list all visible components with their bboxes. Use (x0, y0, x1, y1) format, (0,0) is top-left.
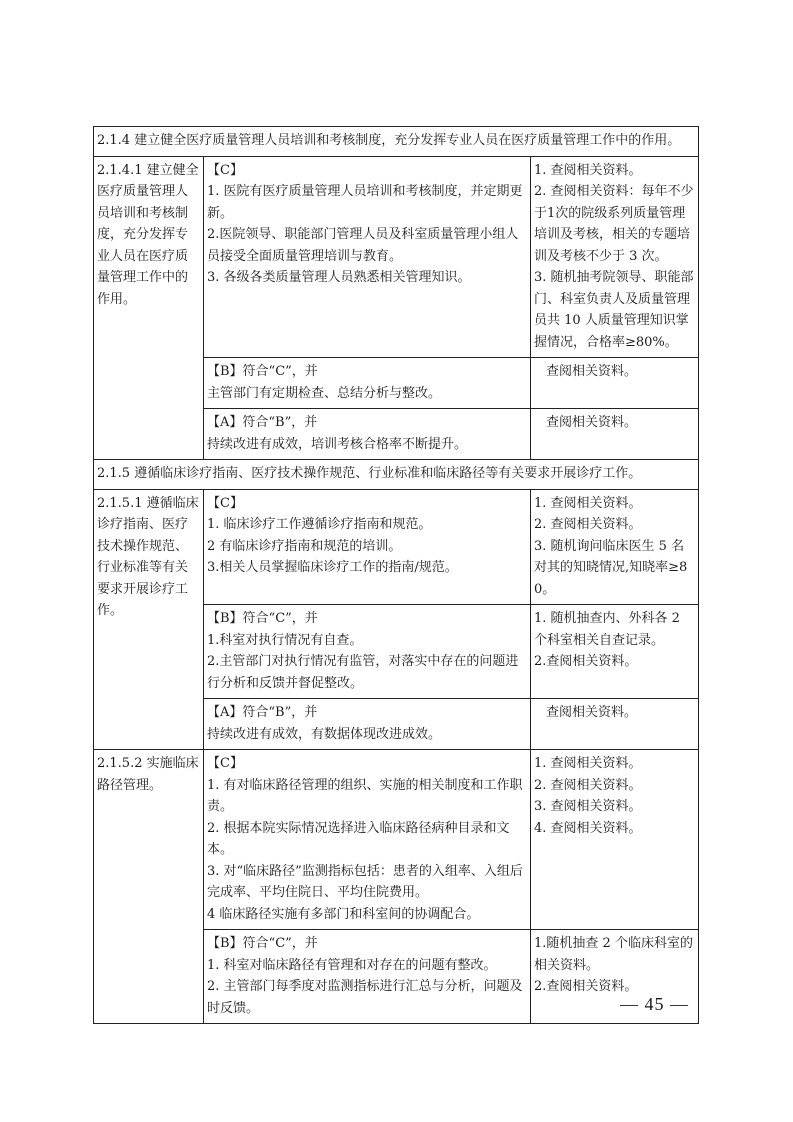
text-line: 2. 根据本院实际情况选择进入临床路径病种目录和文本。 (207, 820, 510, 857)
text-line: 2.查阅相关资料。 (534, 654, 638, 669)
text-line: 1. 临床诊疗工作遵循诊疗指南和规范。 (207, 517, 432, 532)
text-line: 2.查阅相关资料。 (534, 979, 638, 994)
method-cell (531, 409, 699, 460)
text-line: 4. 查阅相关资料。 (534, 820, 642, 836)
text-line: 【A】符合“B”，并 (207, 705, 318, 720)
text-line: 2.医院领导、职能部门管理人员及科室质量管理小组人员接受全面质量管理培训与教育。 (207, 227, 519, 264)
item-title: 2.1.4.1 建立健全医疗质量管理人员培训和考核制度，充分发挥专业人员在医疗质量管理工作中的作用。 (94, 156, 204, 460)
text-line: 2. 查阅相关资料。 (534, 517, 642, 532)
grade-row (94, 750, 699, 930)
text-line: 【A】符合“B”，并 (207, 415, 318, 430)
item-title: 2.1.5.2 实施临床路径管理。 (94, 750, 204, 1024)
text-line: 持续改进有成效，培训考核合格率不断提升。 (207, 436, 468, 452)
text-line: 【B】符合“C”，并 (207, 611, 318, 626)
requirement-cell (204, 750, 531, 930)
grade-row (94, 156, 699, 358)
section-heading-row (94, 127, 699, 157)
text-line: 持续改进有成效，有数据体现改进成效。 (207, 726, 442, 742)
text-line: 【C】 (207, 756, 243, 771)
text-line: 1. 医院有医疗质量管理人员培训和考核制度，并定期更新。 (207, 184, 523, 221)
requirement-cell (204, 409, 531, 460)
requirement-cell (204, 489, 531, 605)
text-line: 【C】 (207, 162, 243, 178)
section-heading: 2.1.5 遵循临床诊疗指南、医疗技术操作规范、行业标准和临床路径等有关要求开展诊疗工作。 (94, 460, 699, 490)
text-line: 3. 随机询问临床医生 5 名对其的知晓情况,知晓率≥80。 (534, 538, 688, 597)
text-line: 1.科室对执行情况有自查。 (207, 632, 363, 648)
text-line: 查阅相关资料。 (546, 705, 638, 720)
text-line: 2 有临床诊疗指南和规范的培训。 (207, 538, 402, 554)
requirement-cell (204, 699, 531, 750)
method-cell (531, 699, 699, 750)
text-line: 3.相关人员掌握临床诊疗工作的指南/规范。 (207, 560, 458, 575)
requirement-cell (204, 930, 531, 1024)
text-line: 1. 查阅相关资料。 (534, 162, 642, 178)
text-line: 查阅相关资料。 (546, 415, 638, 430)
text-line: 3. 查阅相关资料。 (534, 799, 642, 814)
standards-table (93, 126, 699, 1024)
text-line: 【B】符合“C”，并 (207, 364, 318, 379)
method-cell (531, 489, 699, 605)
page-number: — 45 — (620, 994, 689, 1014)
text-line: 3. 对“临床路径”监测指标包括：患者的入组率、入组后完成率、平均住院日、平均住院费用。 (207, 863, 523, 900)
method-cell (531, 358, 699, 409)
text-line: 【C】 (207, 495, 243, 511)
text-line: 2. 主管部门每季度对监测指标进行汇总与分析，问题及时反馈。 (207, 979, 523, 1016)
method-cell (531, 605, 699, 699)
grade-row (94, 489, 699, 605)
text-line: 查阅相关资料。 (546, 364, 638, 379)
text-line: 2.主管部门对执行情况有监管，对落实中存在的问题进行分析和反馈并督促整改。 (207, 654, 519, 691)
section-heading-row (94, 460, 699, 490)
requirement-cell (204, 156, 531, 358)
text-line: 4 临床路径实施有多部门和科室间的协调配合。 (207, 906, 480, 922)
text-line: 1. 随机抽查内、外科各 2 个科室相关自查记录。 (534, 611, 680, 648)
text-line: 1.随机抽查 2 个临床科室的相关资料。 (534, 936, 693, 973)
method-cell (531, 156, 699, 358)
text-line: 1. 有对临床路径管理的组织、实施的相关制度和工作职责。 (207, 777, 523, 814)
text-line: 1. 科室对临床路径有管理和对存在的问题有整改。 (207, 957, 497, 973)
text-line: 2. 查阅相关资料：每年不少于1次的院级系列质量管理培训及考核，相关的专题培训及考核不少于 3 次。 (534, 184, 694, 264)
text-line: 2. 查阅相关资料。 (534, 777, 642, 793)
text-line: 1. 查阅相关资料。 (534, 756, 642, 771)
method-cell (531, 750, 699, 930)
text-line: 【B】符合“C”，并 (207, 936, 318, 951)
requirement-cell (204, 358, 531, 409)
text-line: 主管部门有定期检查、总结分析与整改。 (207, 385, 442, 401)
requirement-cell (204, 605, 531, 699)
section-heading: 2.1.4 建立健全医疗质量管理人员培训和考核制度，充分发挥专业人员在医疗质量管理工作中的作用。 (94, 127, 699, 157)
text-line: 1. 查阅相关资料。 (534, 495, 642, 511)
item-title: 2.1.5.1 遵循临床诊疗指南、医疗技术操作规范、行业标准等有关要求开展诊疗工作。 (94, 489, 204, 750)
text-line: 3. 随机抽考院领导、职能部门、科室负责人及质量管理员共 10 人质量管理知识掌握情况，合格率≥80%。 (534, 270, 694, 350)
text-line: 3. 各级各类质量管理人员熟悉相关管理知识。 (207, 270, 471, 285)
